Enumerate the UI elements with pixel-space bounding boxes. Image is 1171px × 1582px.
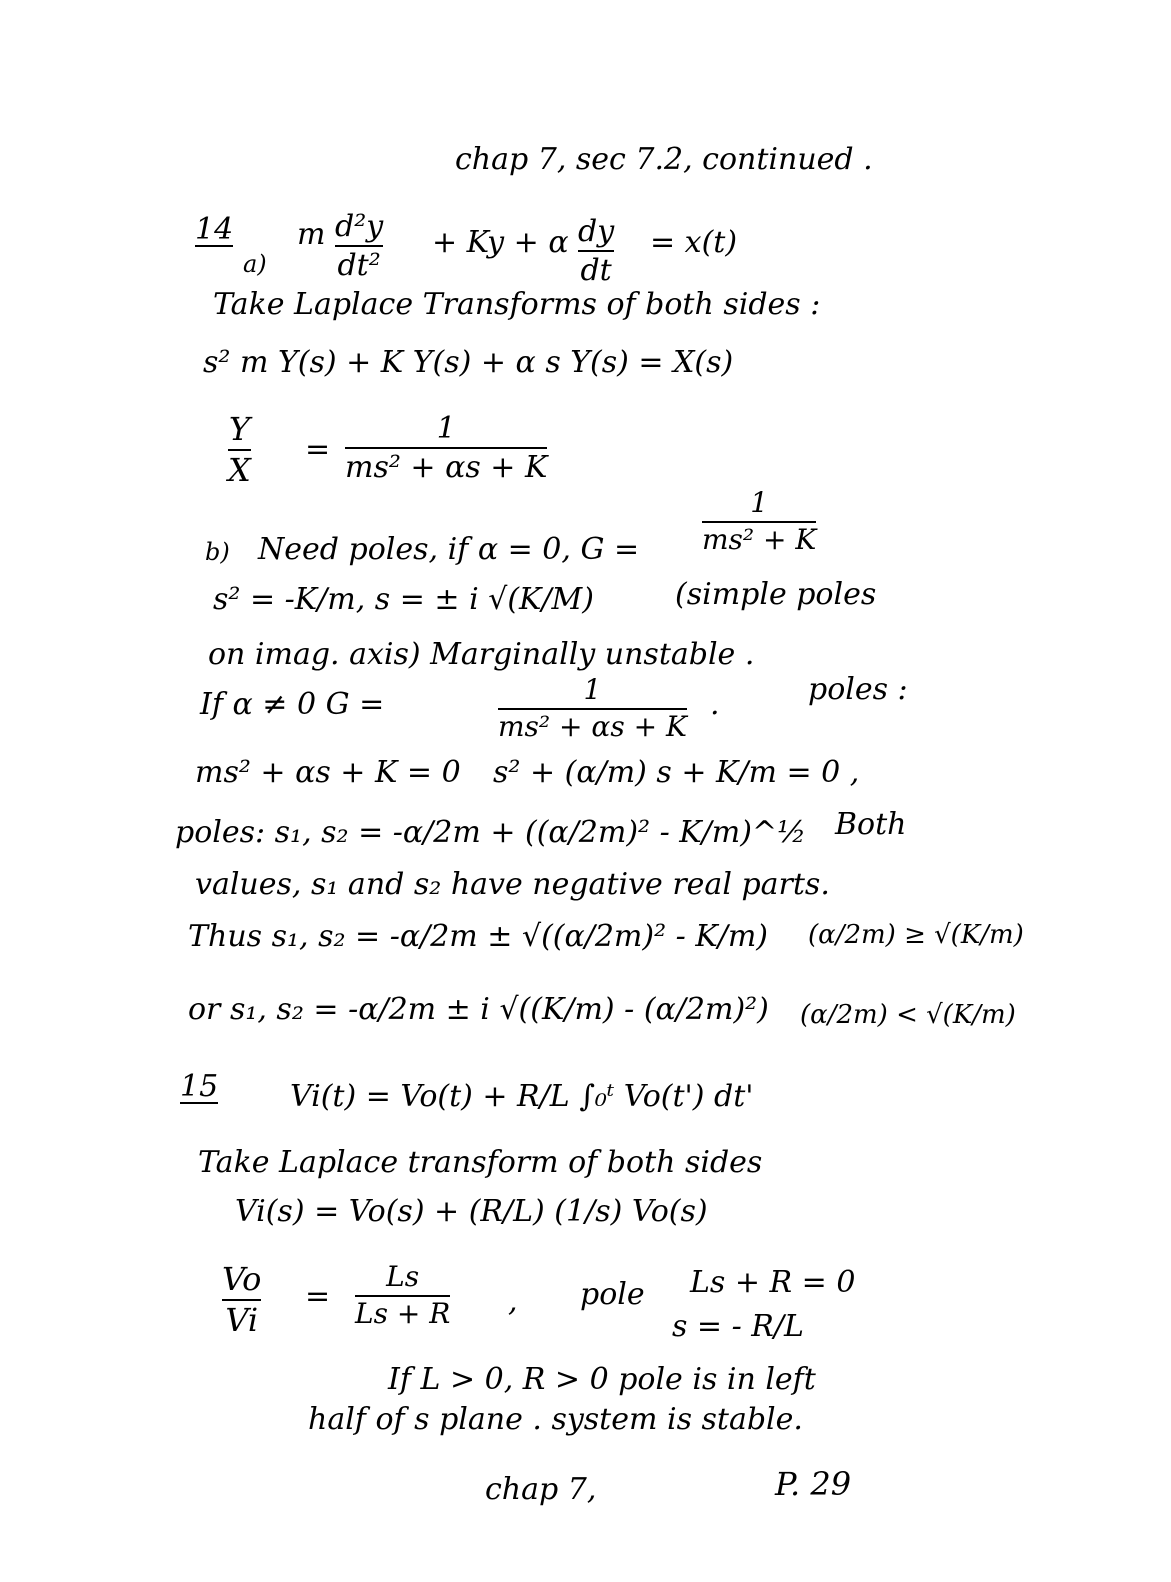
eq-dt2: dt²: [337, 248, 381, 283]
poles-label: poles :: [808, 672, 908, 707]
problem-15-number: 15: [180, 1069, 219, 1104]
pole-label: pole: [580, 1277, 645, 1312]
pole-value: s = - R/L: [672, 1309, 804, 1344]
problem-14-number: 14: [195, 212, 234, 247]
imag-axis-line: on imag. axis) Marginally unstable .: [208, 637, 755, 672]
ratio-x: X: [228, 451, 251, 490]
vo-over-vi: [222, 1262, 261, 1338]
circuit-equation: Vi(t) = Vo(t) + R/L ∫₀ᵗ Vo(t') dt': [290, 1079, 754, 1114]
equals-sign: =: [305, 432, 331, 467]
eq-rhs: = x(t): [650, 225, 738, 260]
transfer-function: [345, 412, 547, 484]
tf15-numerator: Ls: [386, 1260, 420, 1293]
simple-poles-note: (simple poles: [675, 577, 877, 612]
g-denominator: ms² + αs + K: [498, 709, 687, 743]
tf15-denominator: Ls + R: [355, 1296, 451, 1330]
period: .: [710, 687, 720, 722]
poles-formula: poles: s₁, s₂ = -α/2m + ((α/2m)² - K/m)^½: [175, 815, 807, 850]
negative-real-parts-line: values, s₁ and s₂ have negative real parts.: [195, 867, 830, 902]
page-header: chap 7, sec 7.2, continued .: [455, 142, 873, 177]
part-b-label: b): [205, 538, 230, 566]
fraction-bar: [578, 250, 614, 252]
complex-poles-condition: (α/2m) < √(K/m): [800, 1000, 1016, 1030]
transfer-function-15: [355, 1262, 450, 1330]
eq-m: m: [297, 217, 326, 252]
g-alpha-zero: [702, 488, 816, 556]
equals-sign-15: =: [305, 1279, 331, 1314]
need-poles-line: Need poles, if α = 0, G =: [258, 532, 640, 567]
tf-numerator: 1: [436, 411, 456, 446]
complex-poles-case: or s₁, s₂ = -α/2m ± i √((K/m) - (α/2m)²): [188, 992, 769, 1027]
laplace-equation-15: Vi(s) = Vo(s) + (R/L) (1/s) Vo(s): [235, 1194, 708, 1229]
laplace-equation: s² m Y(s) + K Y(s) + α s Y(s) = X(s): [203, 345, 734, 380]
fraction-bar: [345, 447, 547, 449]
g-general: [498, 675, 687, 743]
fraction-bar: [335, 245, 383, 247]
real-poles-condition: (α/2m) ≥ √(K/m): [808, 920, 1024, 950]
normalized-equation: s² + (α/m) s + K/m = 0 ,: [493, 755, 860, 790]
eq-d2y-dt2: [335, 210, 383, 282]
eq-d2y: d²y: [335, 209, 384, 244]
conclusion-line-1: If L > 0, R > 0 pole is in left: [388, 1362, 816, 1397]
s-squared-line: s² = -K/m, s = ± i √(K/M): [213, 582, 594, 617]
comma: ,: [508, 1284, 518, 1319]
both-word: Both: [835, 807, 907, 842]
real-poles-case: Thus s₁, s₂ = -α/2m ± √((α/2m)² - K/m): [188, 919, 768, 954]
g-numerator: 1: [583, 673, 602, 706]
eq-dt: dt: [580, 253, 612, 288]
tf-denominator: ms² + αs + K: [345, 450, 548, 485]
footer-chapter: chap 7,: [485, 1472, 597, 1507]
ratio-y: Y: [228, 410, 250, 448]
problem-14-part-a: a): [243, 250, 267, 278]
conclusion-line-2: half of s plane . system is stable.: [308, 1402, 803, 1437]
take-laplace-line: Take Laplace Transforms of both sides :: [213, 287, 821, 322]
footer-page-number: P. 29: [775, 1465, 852, 1503]
g0-numerator: 1: [750, 486, 769, 519]
ratio-vo: Vo: [222, 1260, 262, 1298]
characteristic-equation: ms² + αs + K = 0: [195, 755, 461, 790]
ratio-vi: Vi: [225, 1301, 259, 1340]
if-alpha-nonzero: If α ≠ 0 G =: [200, 687, 385, 722]
pole-equation: Ls + R = 0: [690, 1265, 856, 1300]
eq-dy-dt: [578, 215, 614, 287]
y-over-x: [228, 412, 251, 488]
eq-dy: dy: [578, 214, 615, 249]
eq-middle-terms: + Ky + α: [432, 225, 569, 260]
take-laplace-line-15: Take Laplace transform of both sides: [198, 1145, 763, 1180]
g0-denominator: ms² + K: [702, 522, 817, 556]
